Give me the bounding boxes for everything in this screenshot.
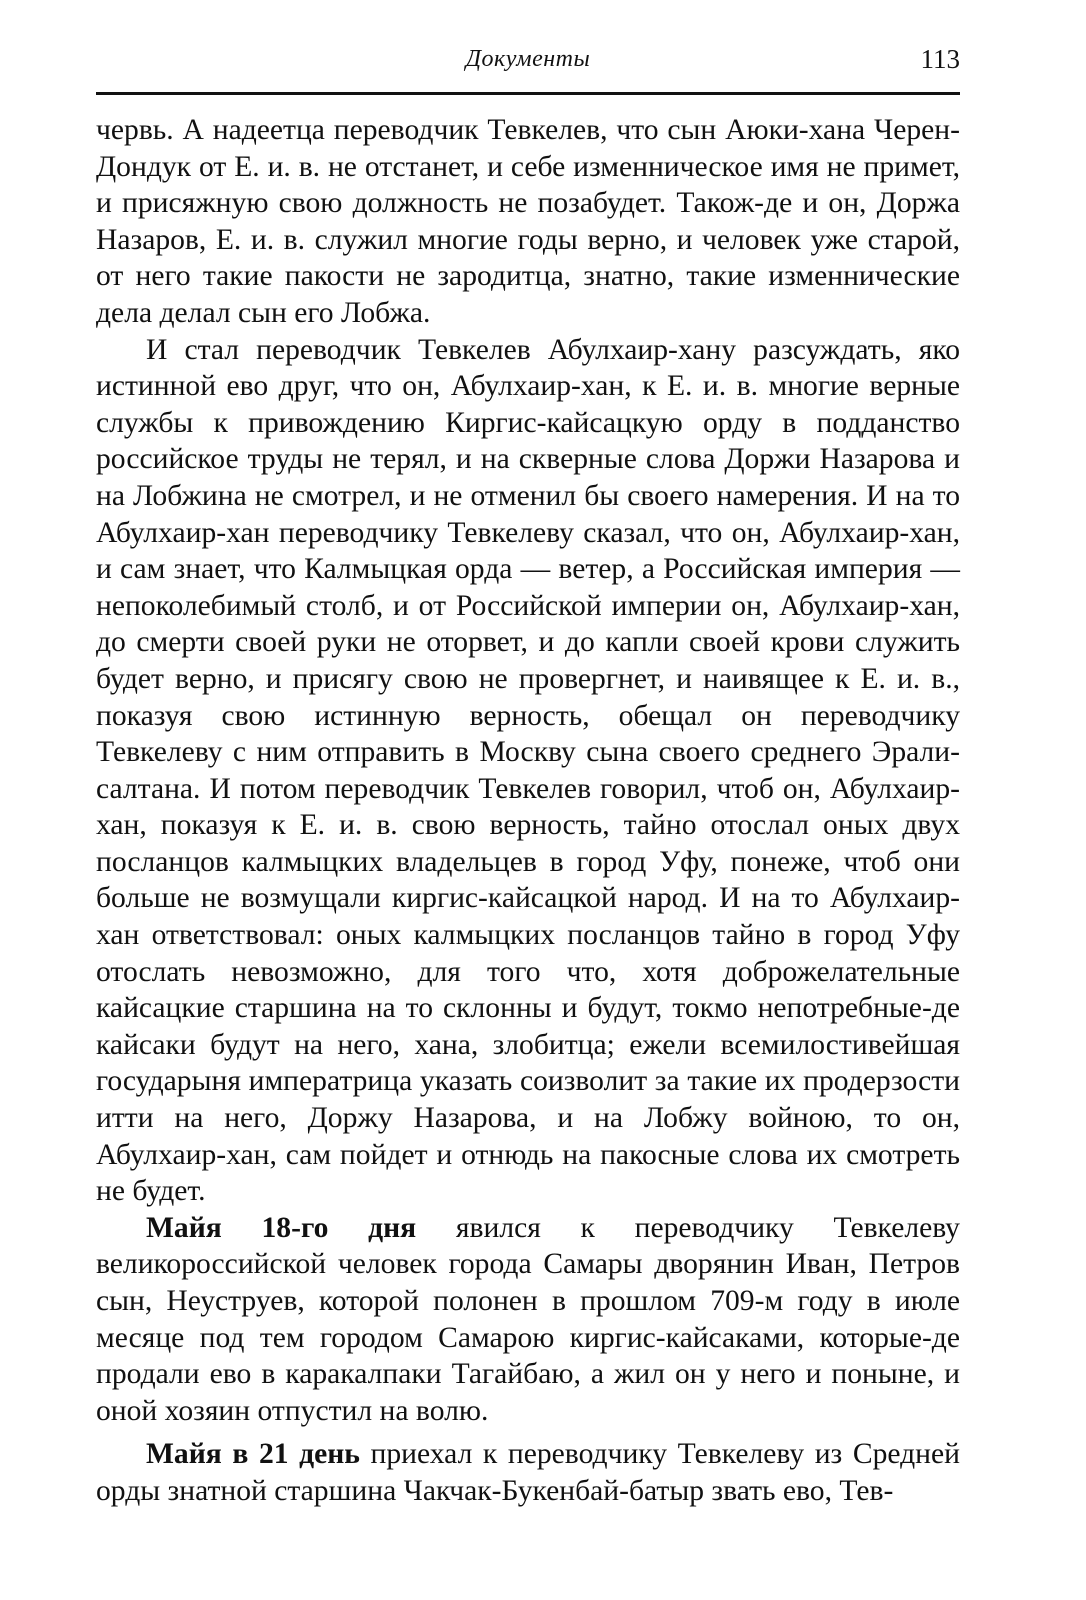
body-text <box>96 112 960 1510</box>
paragraph-1-text: червь. А надеетца переводчик Тевкелев, что сын Аюки-хана Черен-Дондук от Е. и. в. не отстанет, и себе изменническое имя не примет, и присяжную свою должность не позабудет. Також-де и он, Доржа Назаров, Е. и. в. служил многие годы верно, и человек уже старой, от него такие пакости не зародитца, знатно, такие изменнические дела делал сын его Лобжа. <box>96 114 960 329</box>
page-number: 113 <box>920 44 960 74</box>
paragraph-2-text: И стал переводчик Тевкелев Абулхаир-хану разсуждать, яко истинной ево друг, что он, Абулхаир-хан, к Е. и. в. многие верные службы к привождению Киргис-кайсацкую орду в подданство российское труды не терял, и на скверные слова Доржи Назарова и на Лобжина не смотрел, и не отменил бы своего намерения. И на то Абулхаир-хан переводчику Тевкелеву сказал, что он, Абулхаир-хан, и сам знает, что Калмыцкая орда — ветер, а Российская империя — непоколебимый столб, и от Российской империи он, Абулхаир-хан, до смерти своей руки не оторвет, и до капли своей крови служить будет верно, и присягу свою не провергнет, и наивящее к Е. и. в., показуя свою истинную верность, обещал он переводчику Тевкелеву с ним отправить в Москву сына своего среднего Эрали-салтана. И потом переводчик Тевкелев говорил, чтоб он, Абулхаир-хан, показуя к Е. и. в. свою верность, тайно отослал оных двух посланцов калмыцких владельцев в город Уфу, понеже, чтоб они больше не возмущали киргис-кайсацкой народ. И на то Абулхаир-хан ответствовал: оных калмыцких посланцов тайно в город Уфу отослать невозможно, для того что, хотя доброжелательные кайсацкие старшина на то склонны и будут, токмо непотребные-де кайсаки будут на него, хана, злобитца; ежели всемилостивейшая государыня императрица указать соизволит за такие их продерзости итти на него, Доржу Назарова, и на Лобжу войною, то он, Абулхаир-хан, сам пойдет и отнюдь на пакосные слова их смотреть не будет. <box>96 333 960 1208</box>
entry-date: Майя 18-го дня <box>146 1211 417 1244</box>
paragraph-2 <box>96 332 960 1210</box>
paragraph-4-text: приехал к переводчику Тевкелеву из Средней орды знатной старшина Чакчак-Букенбай-батыр звать ево, Тев- <box>96 1438 960 1507</box>
header-rule <box>96 92 960 95</box>
paragraph-4 <box>96 1436 960 1509</box>
page-header <box>96 40 960 90</box>
paragraph-3 <box>96 1210 960 1430</box>
paragraph-1 <box>96 112 960 332</box>
entry-date: Майя в 21 день <box>146 1438 360 1471</box>
running-title: Документы <box>465 46 591 72</box>
paragraph-3-text: явился к переводчику Тевкелеву великороссийской человек города Самары дворянин Иван, Петров сын, Неуструев, которой полонен в прошлом 709-м году в июле месяце под тем городом Самарою киргис-кайсаками, которые-де продали ево в каракалпаки Тагайбаю, а жил он у него и поныне, и оной хозяин отпустил на волю. <box>96 1211 960 1427</box>
